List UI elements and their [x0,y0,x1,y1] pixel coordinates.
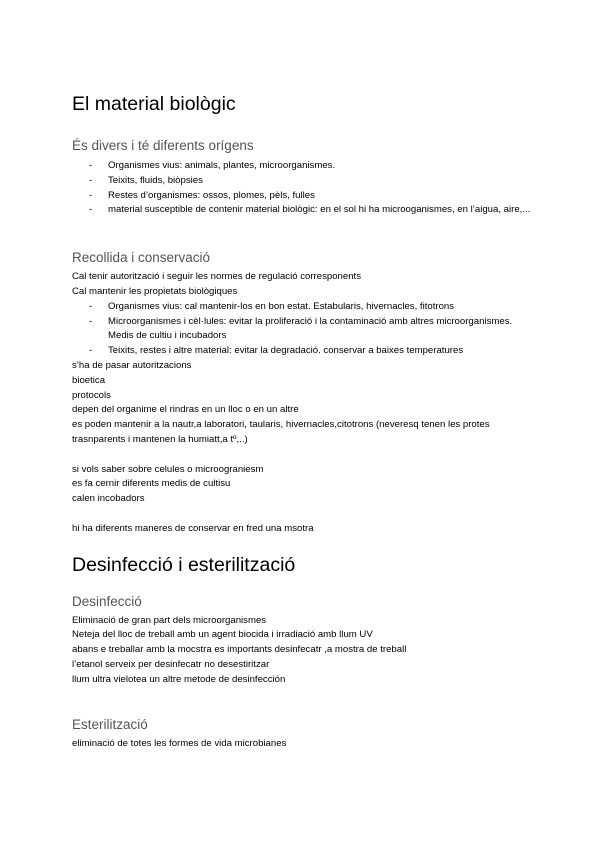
origins-list [72,159,532,218]
list-item: - Teixits, restes i altre material: evitar la degradació. conservar a baixes temperatures [72,344,532,359]
note-line: depen del organime el rindras en un lloc o en un altre [72,404,299,416]
blank-line [72,448,532,463]
conservation-list [72,300,532,359]
note-line: bioetica [72,374,106,386]
text-line: Neteja del lloc de treball amb un agent biocida i irradiació amb llum UV [72,629,373,641]
list-item: - Microorganismes i cèl·lules: evitar la proliferació i la contaminació amb altres microorganismes. Medis de cultiu i incubadors [72,315,532,345]
text-line: l’etanol serveix per desinfecatr no desestiritzar [72,658,270,670]
blank-line [72,507,532,522]
section-heading-origins: És divers i té diferents orígens [72,138,254,153]
text-line: llum ultra vielotea un altre metode de desinfección [72,673,286,685]
text-line: abans e treballar amb la mocstra es importants desinfecatr ,a mostra de treball [72,644,407,656]
note-line: hi ha diferents maneres de conservar en fred una msotra [72,522,314,534]
section-heading-sterilization: Esterilització [72,716,148,732]
note-line: es fa cernir diferents medis de cultisu [72,478,231,490]
text-line: eliminació de totes les formes de vida microbianes [72,737,287,749]
list-item: - material susceptible de contenir material biològic: en el sol hi ha microoganismes, en l’aigua, aire,... [72,203,532,218]
text-line: Cal mantenir les propietats biològiques [72,285,238,297]
text-line: Eliminació de gran part dels microorganismes [72,614,267,626]
list-item: - Teixits, fluids, biòpsies [72,174,532,189]
note-line: es poden mantenir a la nautr,a laboratori, taularis, hivernacles,citotrons (neveresq tenen les protes trasnparents i mantenen la humiatt,a tº,..) [72,419,490,445]
note-line: s’ha de pasar autoritzacions [72,359,192,371]
section-heading-collection: Recollida i conservació [72,250,211,266]
page-title: El material biològic [72,93,236,115]
document-page [72,92,532,751]
text-line: Cal tenir autorització i seguir les normes de regulació corresponents [72,271,362,283]
note-line: protocols [72,389,111,401]
list-item: - Organismes vius: cal mantenir-los en bon estat. Estabularis, hivernacles, fitotrons [72,300,532,315]
section-title-disinfection: Desinfecció i esterilització [72,553,296,576]
note-line: calen incobadors [72,493,145,505]
list-item: - Organismes vius: animals, plantes, microorganismes. [72,159,532,174]
note-line: si vols saber sobre celules o microograniesm [72,463,264,475]
section-heading-disinfection: Desinfecció [72,593,142,609]
list-item: - Restes d’organismes: ossos, plomes, pèls, fulles [72,189,532,204]
